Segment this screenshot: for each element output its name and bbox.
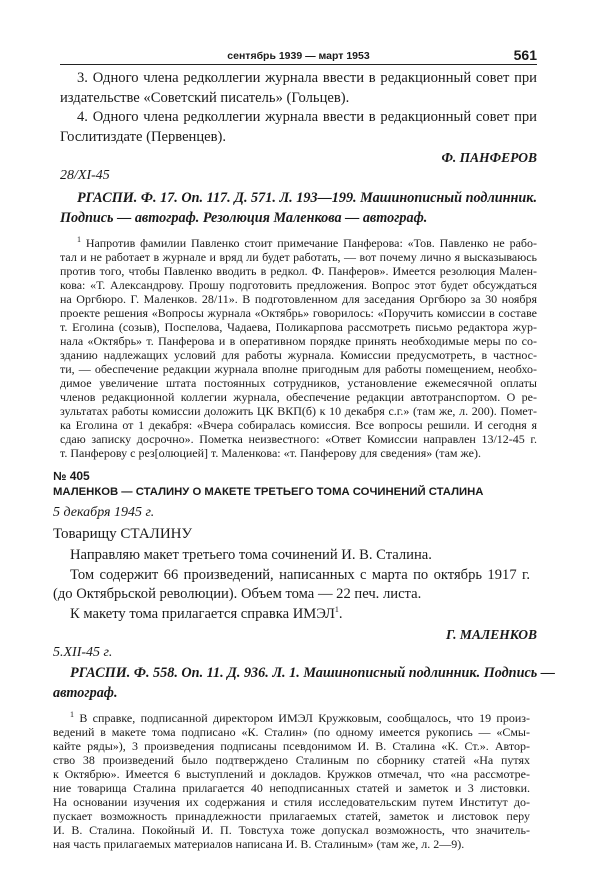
footnote-line: кова: «Т. Александрову. Прошу подготовить предложения. Вопрос этот будет обсуждаться bbox=[60, 278, 537, 292]
footnote-marker: 1 bbox=[70, 710, 74, 719]
footnote-line: ная часть прилагаемых материалов написана И. В. Сталиным» (там же, л. 2—9). bbox=[53, 837, 465, 851]
footnote-line: т. Еголина (созыв), Поспелова, Чадаева, Поликарпова рассмотреть письмо редактора жур- bbox=[60, 320, 537, 334]
footnote-ref: 1 bbox=[334, 604, 339, 614]
doc405-body bbox=[53, 546, 530, 624]
document-date: 28/XI-45 bbox=[60, 168, 110, 183]
running-title: сентябрь 1939 — март 1953 bbox=[227, 50, 370, 62]
body-line: издательстве «Советский писатель» (Гольцев). bbox=[60, 89, 350, 106]
source-line: автограф. bbox=[53, 684, 118, 701]
footnote-line: членов редакционной коллегии журнала, обеспечение редакции автотранспортом. О ре- bbox=[60, 390, 537, 404]
footnote-line: зданию надлежащих условий для работы журнала. Комиссии предусмотреть, в частнос- bbox=[60, 348, 537, 362]
footnote-line: к Октябрю». Имеется 6 выступлений и докладов. Кружков отмечал, что «на рассмотре- bbox=[53, 767, 530, 781]
source-line: РГАСПИ. Ф. 558. Оп. 11. Д. 936. Л. 1. Машинописный подлинник. Подпись — bbox=[70, 665, 555, 681]
footnote-text: В справке, подписанной директором ИМЭЛ Кружковым, сообщалось, что 19 произ- bbox=[79, 711, 530, 725]
footnote-line: тал и не работает в журнале и вряд ли будет работать, — вот почему лично я высказываюсь bbox=[60, 250, 537, 264]
footnote-line: И. В. Сталина. Покойный И. П. Товстуха тоже допускал возможность, что значитель- bbox=[53, 823, 530, 837]
source-line: РГАСПИ. Ф. 17. Оп. 117. Д. 571. Л. 193—199. Машинописный подлинник. bbox=[77, 190, 537, 206]
footnote-line: пускает возможность принадлежности прилагаемых статей, заметок и листовок перу bbox=[53, 809, 530, 823]
page-number: 561 bbox=[513, 47, 537, 63]
footnote-line: проекте решения «Вопросы журнала «Октябрь» говорилось: «Поручить комиссии в составе bbox=[60, 306, 537, 320]
body-text: К макету тома прилагается справка ИМЭЛ bbox=[70, 605, 335, 622]
document-number: № 405 bbox=[53, 469, 90, 483]
footnote-line: нала «Октябрь» т. Панферова и в оперативном порядке принять необходимые меры по со- bbox=[60, 334, 537, 348]
footnote-line: На основании изучения их содержания и стиля исследовательским путем Институт до- bbox=[53, 795, 530, 809]
footnote-line: на Оргбюро. Г. Маленков. 28/11». В подготовленном для заседания Оргбюро за 30 ноября bbox=[60, 292, 537, 306]
footnote-line: кайте ряды»), 3 произведения подписаны псевдонимом И. В. Сталина «К. Ст.». Автор- bbox=[53, 739, 530, 753]
signature: Г. МАЛЕНКОВ bbox=[446, 627, 537, 642]
document-date: 5 декабря 1945 г. bbox=[53, 505, 155, 520]
body-line: 4. Одного члена редколлегии журнала ввести в редакционный совет при bbox=[77, 109, 537, 125]
archive-source bbox=[53, 664, 555, 703]
footnote-line: зультатах работы комиссии доложить ЦК ВКП(б) к 10 декабря с.г.» (там же, л. 200). Помет- bbox=[60, 404, 537, 418]
footnote-line: ка Еголина от 1 декабря: «Вчера собиралась комиссия. Все вопросы решили. И сегодня я bbox=[60, 418, 537, 432]
running-header bbox=[60, 48, 537, 65]
archive-source bbox=[60, 189, 537, 228]
footnote-line: димое увеличение штата постоянных сотрудников, установление ежемесячной оплаты bbox=[60, 376, 537, 390]
footnote-line bbox=[53, 711, 530, 725]
footnote bbox=[60, 236, 537, 460]
footnote-line: т. Панферову с рез[олюцией] т. Маленкова: «т. Панферову для сведения» (там же). bbox=[60, 446, 481, 460]
body-line: Направляю макет третьего тома сочинений И. В. Сталина. bbox=[70, 547, 432, 563]
body-line: (до Октябрьской революции). Объем тома — 22 печ. листа. bbox=[53, 586, 422, 602]
footnote-line: ти, — обеспечение редакции журнала вполне пригодным для работы помещением, необхо- bbox=[60, 362, 537, 376]
body-line: Гослитиздате (Первенцев). bbox=[60, 128, 227, 145]
footnote-line: ние товарища Сталина прилагается 40 неподписанных статей и заметок и 3 листовки. bbox=[53, 781, 530, 795]
footnote-line: ство 38 произведений было подтверждено Сталиным по сборнику статей «На путях bbox=[53, 753, 530, 767]
footnote-line bbox=[60, 236, 537, 250]
body-line: К макету тома прилагается справка ИМЭЛ$^1$. bbox=[70, 604, 343, 622]
footnote-marker: 1 bbox=[77, 235, 81, 244]
body-line: Том содержит 66 произведений, написанных с марта по октябрь 1917 г. bbox=[70, 566, 530, 583]
document-page bbox=[53, 47, 555, 851]
footnote-line: против того, чтобы Павленко вводить в редкол. Ф. Панферов». Имеется резолюция Мален- bbox=[60, 264, 537, 278]
source-line: Подпись — автограф. Резолюция Маленкова — автограф. bbox=[60, 209, 428, 226]
signature: Ф. ПАНФЕРОВ bbox=[441, 150, 537, 165]
addressee: Товарищу СТАЛИНУ bbox=[53, 526, 193, 542]
body-line: 3. Одного члена редколлегии журнала ввести в редакционный совет при bbox=[77, 70, 537, 86]
doc404-body bbox=[60, 69, 537, 147]
footnote-line: ведений в макете тома подписано «К. Сталин» (по одному имеется рукопись — «Смы- bbox=[53, 725, 530, 739]
footnote-line: сдаю записку досрочно». Пометка неизвестного: «Ответ Комиссии направлен 13/12-45 г. bbox=[60, 432, 537, 446]
sign-date: 5.XII-45 г. bbox=[53, 645, 113, 660]
footnote bbox=[53, 711, 530, 851]
document-title: МАЛЕНКОВ — СТАЛИНУ О МАКЕТЕ ТРЕТЬЕГО ТОМА СОЧИНЕНИЙ СТАЛИНА bbox=[53, 486, 484, 498]
footnote-text: Напротив фамилии Павленко стоит примечание Панферова: «Тов. Павленко не рабо- bbox=[85, 236, 537, 250]
